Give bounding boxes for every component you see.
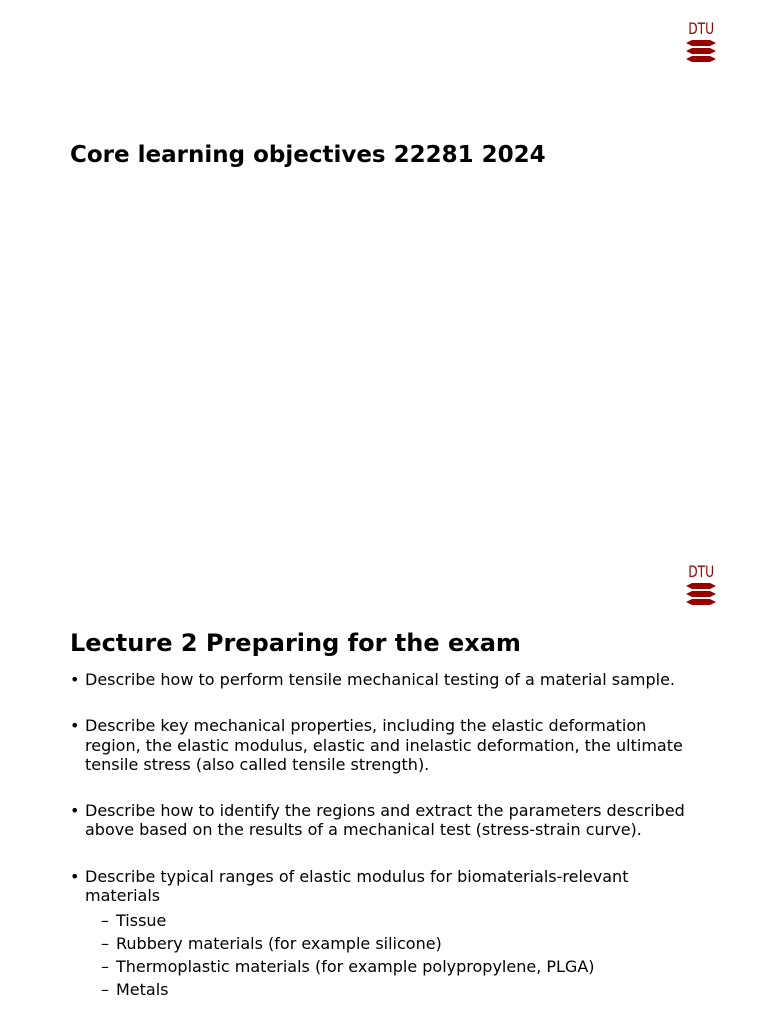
slide-title: Core learning objectives 22281 2024 <box>70 142 546 168</box>
sub-list-item-text: Metals <box>116 980 169 1000</box>
material-sublist <box>85 909 690 1001</box>
list-item-text: Describe how to identify the regions and extract the parameters described above based on the results of a mechanical test (stress-strain curve). <box>85 801 685 840</box>
list-item <box>70 716 690 774</box>
bullet-dot-icon: • <box>70 866 80 886</box>
list-item-text: Describe typical ranges of elastic modulus for biomaterials-relevant materials <box>85 866 629 906</box>
list-item <box>70 867 690 1002</box>
sub-list-item-text: Rubbery materials (for example silicone) <box>116 934 442 954</box>
sub-list-item-text: Tissue <box>116 911 167 931</box>
sub-list-item <box>101 932 690 955</box>
slide-title: Lecture 2 Preparing for the exam <box>70 629 521 657</box>
dtu-logo <box>686 20 716 66</box>
bullet-dot-icon: • <box>70 670 80 689</box>
sub-list-item-text: Thermoplastic materials (for example polypropylene, PLGA) <box>116 957 595 977</box>
bullet-dot-icon: • <box>70 716 80 736</box>
dash-icon: – <box>101 957 109 977</box>
dash-icon: – <box>101 911 109 931</box>
list-item-text: Describe how to perform tensile mechanical testing of a material sample. <box>85 670 676 689</box>
dtu-logo <box>686 563 716 609</box>
dash-icon: – <box>101 980 109 1000</box>
sub-list-item <box>101 978 690 1001</box>
dtu-logo-text: DTU <box>688 19 715 38</box>
objectives-list <box>70 670 690 1001</box>
bullet-dot-icon: • <box>70 801 80 821</box>
dtu-logo-mark-icon <box>686 38 716 64</box>
slide-2 <box>0 545 768 1024</box>
dash-icon: – <box>101 934 109 954</box>
list-item-text: Describe key mechanical properties, including the elastic deformation region, the elastic modulus, elastic and inelastic deformation, the ultimate tensile stress (also called tensile strength). <box>85 716 683 774</box>
dtu-logo-mark-icon <box>686 581 716 607</box>
sub-list-item <box>101 909 690 932</box>
list-item <box>70 801 690 840</box>
dtu-logo-text: DTU <box>688 562 715 581</box>
sub-list-item <box>101 955 690 978</box>
list-item <box>70 670 690 689</box>
